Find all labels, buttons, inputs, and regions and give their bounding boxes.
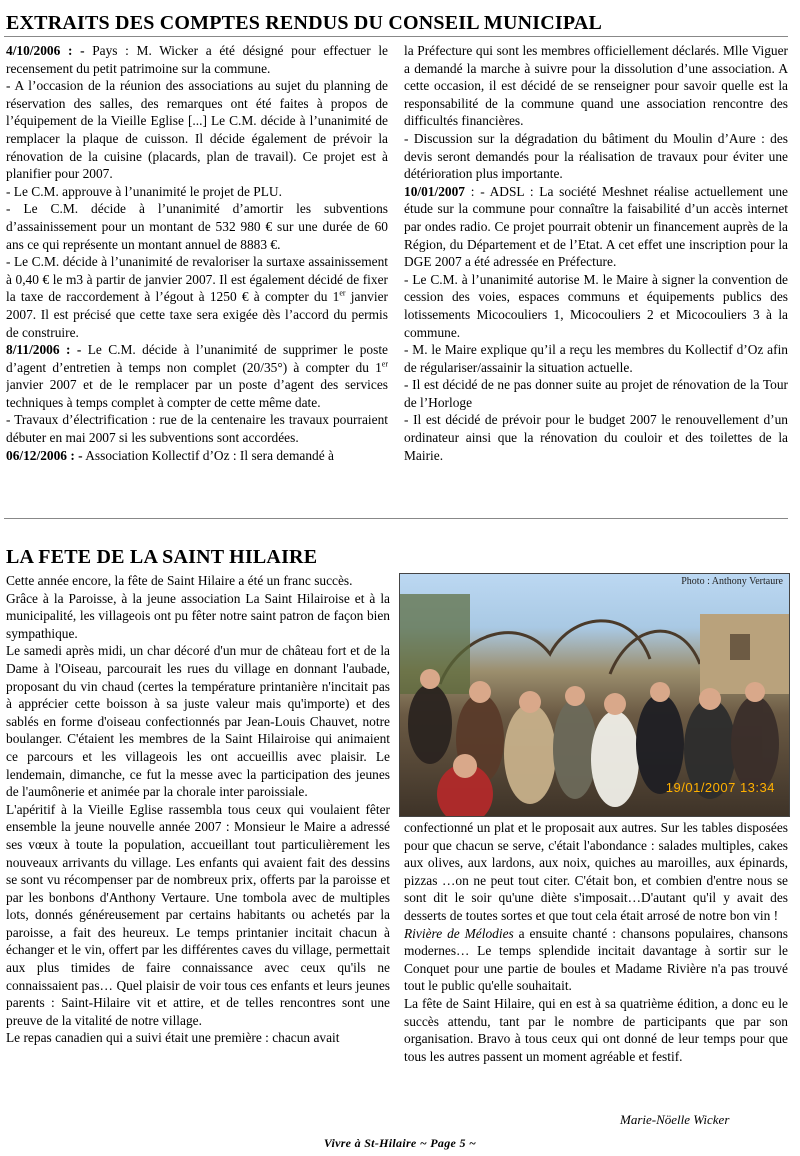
article-paragraph: Grâce à la Paroisse, à la jeune association La Saint Hilairoise et à la municipalité, les villageois ont pu fêter notre saint patron de façon bien sympathique.: [6, 590, 390, 641]
author-signature: Marie-Nöelle Wicker: [620, 1112, 730, 1127]
council-minutes-title: EXTRAITS DES COMPTES RENDUS DU CONSEIL MUNICIPAL: [6, 12, 602, 34]
council-minutes-left-column: [6, 42, 388, 516]
meeting-date: 06/12/2006 : -: [6, 447, 83, 463]
article-paragraph: Cette année encore, la fête de Saint Hilaire a été un franc succès.: [6, 573, 353, 588]
minutes-paragraph: la Préfecture qui sont les membres officiellement déclarés. Mlle Viguer a demandé la marche à suivre pour la dissolution d’une association. A cette occasion, il est décidé de se renseigner pour savoir quelle est la responsabilité de la commune quand une association rencontre des difficultés financières.: [404, 43, 788, 129]
minutes-paragraph: 8/11/2006 : - Le C.M. décide à l’unanimité de supprimer le poste d’agent d’entretien à temps non complet (20/35°) à compter du 1er janvier 2007 et de le remplacer par un poste d’agent des services techniques à temps complet à compter de cette même date.: [6, 342, 388, 410]
council-minutes-right-column: [404, 42, 788, 516]
meeting-date: 4/10/2006 : -: [6, 43, 85, 58]
minutes-paragraph: - Le C.M. à l’unanimité autorise M. le Maire à signer la convention de cession des voies, espaces communs et équipements publics des lotissements Micocouliers 1, Micocouliers 2 et Micocouliers 3 à la commune.: [404, 271, 788, 340]
festival-left-column: [6, 572, 390, 1134]
minutes-paragraph: - Le C.M. décide à l’unanimité de revaloriser la surtaxe assainissement à 0,40 € le m3 à partir de janvier 2007. Il est également décidé de fixer la taxe de raccordement à l’égout à 1250 € à compter du 1er janvier 2007. Il est précisé que cette taxe sera exigée dès l’accord du permis de construire.: [6, 254, 388, 340]
photo-credit: Photo : Anthony Vertaure: [681, 576, 783, 587]
article-paragraph: La fête de Saint Hilaire, qui en est à sa quatrième édition, a donc eu le succès attendu, tant par le nombre de participants que par son organisation. Bravo à tous ceux qui ont donné de leur temps pour que tous les autres passent un moment agréable et festif.: [404, 995, 788, 1064]
article-paragraph: L'apéritif à la Vieille Eglise rassembla tous ceux qui voulaient fêter ensemble la jeune nouvelle année 2007 : Monsieur le Maire a adressé ses vœux à toute la population, accueillant tout particulièrement les nouveaux arrivants du village. Les enfants qui avaient fait des dessins se sont vu récompenser par de nombreux prix, offerts par la paroisse et par les bonbons d'Anthony Vertaure. Une tombola avec de multiples lots, donnés généreusement par certains habitants ou achetés par la paroisse, a fait des heureux. Le temps printanier incitait chacun à échanger et le vin, offert par les différentes caves du village, permettait aux plus timides de faire connaissance avec ceux qu'ils ne connaissaient pas… Quel plaisir de voir tous ces enfants et leurs jeunes parents : Saint-Hilaire vit et attire, et de telles rencontres sont une preuve de la vitalité de notre village.: [6, 801, 390, 1028]
festival-right-column: [404, 819, 788, 1139]
minutes-paragraph: 06/12/2006 : - Association Kollectif d’Oz : Il sera demandé à: [6, 447, 334, 463]
minutes-paragraph: - A l’occasion de la réunion des associations au sujet du planning de réservation des salles, des remarques ont été faites à propos de l’équipement de la Vieille Eglise [...] Le C.M. décide à l’unanimité de remplacer la plaque de cuisson. Il décide également de prévoir la rénovation de la cuisine (placards, plan de travail). Ce projet est à planifier pour 2007.: [6, 78, 388, 182]
section-divider: [4, 518, 788, 519]
minutes-paragraph: - M. le Maire explique qu’il a reçu les membres du Kollectif d’Oz afin de régulariser/assainir la situation actuelle.: [404, 342, 788, 375]
photo-timestamp: 19/01/2007 13:34: [665, 780, 775, 795]
festival-crowd-photo: [399, 573, 790, 817]
minutes-paragraph: - Le C.M. approuve à l’unanimité le projet de PLU.: [6, 183, 282, 199]
saint-hilaire-title: LA FETE DE LA SAINT HILAIRE: [6, 546, 318, 568]
article-paragraph: Le repas canadien qui a suivi était une première : chacun avait: [6, 1030, 340, 1046]
minutes-paragraph: - Travaux d’électrification : rue de la centenaire les travaux pourraient débuter en mai 2007 si les subventions sont accordées.: [6, 412, 388, 446]
article-paragraph: Rivière de Mélodies a ensuite chanté : chansons populaires, chansons modernes… Le temps splendide incitait davantage à sortir sur le Conquet pour une partie de boules et Madame Rivière n'a pas trouvé tout le public qu'elle souhaitait.: [404, 925, 788, 994]
minutes-paragraph: - Le C.M. décide à l’unanimité d’amortir les subventions d’assainissement pour un montant de 532 980 € sur une durée de 60 ans ce qui représente un montant annuel de 8883 €.: [6, 201, 388, 252]
minutes-paragraph: - Discussion sur la dégradation du bâtiment du Moulin d’Aure : des devis seront demandés pour la réalisation de travaux pour éviter une détérioration plus importante.: [404, 130, 788, 182]
choir-name: Rivière de Mélodies: [404, 925, 514, 941]
title-rule: [4, 36, 788, 37]
article-paragraph: confectionné un plat et le proposait aux autres. Sur les tables disposées pour que chacun se serve, c'était l'abondance : salades multiples, cakes aux olives, aux lardons, aux noix, quiches au maroilles, aux épinards, pizzas …on ne peut tout citer. C'était bon, et combien d'entre nous se sont dit le soir qu'une diète s'imposait…D'autant qu'il y avait des desserts de toutes sortes et que tout cela était arrosé de notre bon vin !: [404, 820, 788, 923]
minutes-paragraph: 4/10/2006 : - Pays : M. Wicker a été désigné pour effectuer le recensement du petit patrimoine sur la commune.: [6, 43, 388, 76]
minutes-paragraph: - Il est décidé de prévoir pour le budget 2007 le renouvellement d’un ordinateur ainsi que la rénovation du couloir et des toilettes de la Mairie.: [404, 412, 788, 463]
page-footer: Vivre à St-Hilaire ~ Page 5 ~: [323, 1136, 477, 1150]
minutes-paragraph: 10/01/2007 : - ADSL : La société Meshnet réalise actuellement une étude sur la commune pour connaître la faisabilité d’un accès internet par ondes radio. Ce projet pourrait obtenir un financement auprès de la Région, du Département et de l’Etat. A cet effet une inscription pour la DGE 2007 a été adressée en Préfecture.: [404, 183, 788, 270]
article-paragraph: Le samedi après midi, un char décoré d'un mur de château fort et de la Dame à l'Oiseau, parcourait les rues du village en donnant l'aubade, proposant du vin chaud (certes la température printanière n'incitait pas à apprécier cette boisson à sa juste valeur mais qu'importe) et des sablés en forme d'oiseau confectionnés par Jean-Louis Chauvet, notre boulanger. C'étaient les membres de la Saint Hilairoise qui animaient ce parcours et les villageois les ont accueillis avec plaisir. Le lendemain, dimanche, ce fut la messe avec la participation des jeunes de l'aumônerie et animée par la chorale inter paroissiale.: [6, 643, 390, 800]
minutes-paragraph: - Il est décidé de ne pas donner suite au projet de rénovation de la Tour de l’Horloge: [404, 377, 788, 410]
meeting-date: 8/11/2006 : -: [6, 342, 82, 358]
meeting-date: 10/01/2007: [404, 183, 466, 199]
